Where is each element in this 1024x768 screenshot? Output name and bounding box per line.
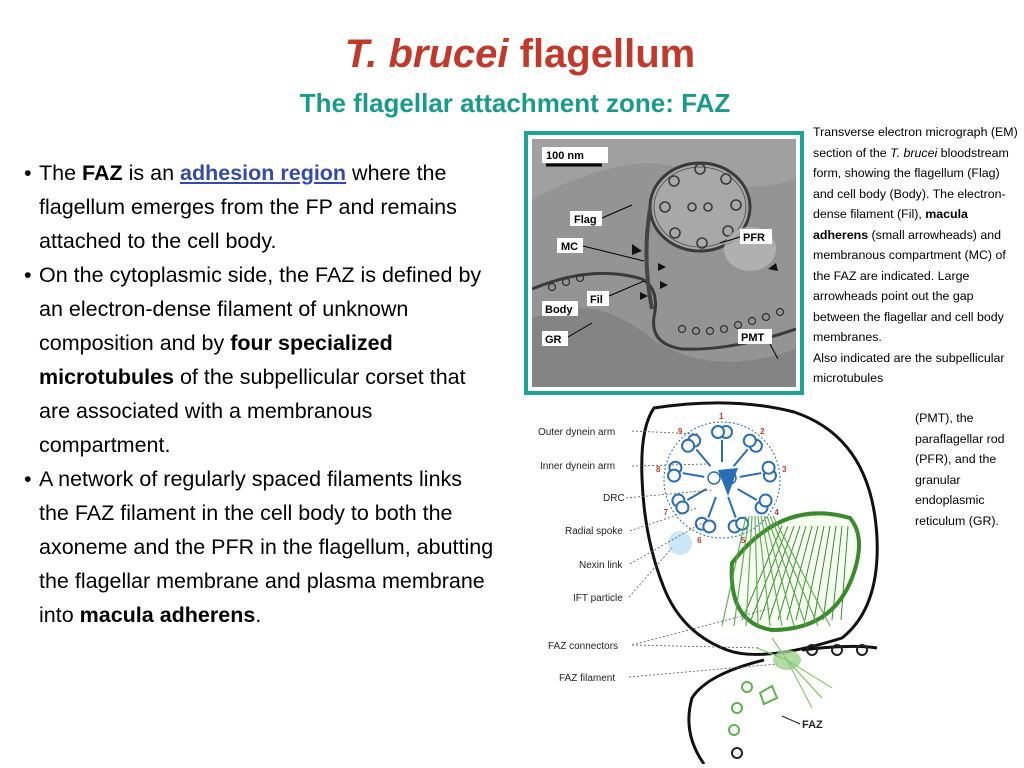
electron-micrograph: [524, 131, 804, 395]
adhesion-region-link[interactable]: adhesion region: [180, 161, 347, 185]
microtubule-doublet: [744, 435, 756, 447]
microtubule-doublet: [682, 440, 694, 452]
bullet-marker: •: [24, 161, 32, 185]
doublet-number: 6: [697, 536, 702, 546]
doublet-number: 9: [677, 426, 683, 436]
scale-bar-label: 100 nm: [546, 150, 584, 162]
microtubule-doublet: [760, 495, 772, 507]
em-label-body: Body: [545, 304, 573, 316]
microtubule-doublet: [736, 518, 748, 530]
microtubule-doublet: [712, 426, 724, 438]
micrograph-caption: [813, 122, 1018, 389]
bullet-item-faz-definition: • The FAZ is an adhesion region where the flagellum emerges from the FP and remains attached to the cell body.: [22, 156, 494, 258]
label-faz-connectors: FAZ connectors: [548, 641, 619, 652]
micrograph-image: [532, 139, 796, 387]
em-label-gr: GR: [545, 334, 562, 346]
bullet-list: [22, 156, 494, 632]
microtubule-doublet: [763, 462, 775, 474]
label-radial-spoke: Radial spoke: [565, 526, 623, 537]
em-label-pfr: PFR: [743, 232, 765, 244]
bullet-item-filament-network: • A network of regularly spaced filaments links the FAZ filament in the cell body to both the axoneme and the PFR in the flagellum, abutting the flagellar membrane and plasma membrane into macula adherens.: [22, 462, 494, 632]
caption-paragraph-continued: Also indicated are the subpellicular microtubules: [813, 350, 1005, 385]
caption-continued: (PMT), the paraflagellar rod (PFR), and the granular endoplasmic reticulum (GR).: [915, 411, 1005, 528]
flagellum-schematic: [532, 398, 880, 764]
caption-paragraph: Transverse electron micrograph (EM) section of the T. brucei bloodstream form, showing the flagellum (Flag) and cell body (Body). The electron-dense filament (Fil), macula adherens (small arrowheads) and membranous compartment (MC) of the FAZ are indicated. Large arrowheads point out the gap between the flagellar and cell body membranes.: [813, 125, 1018, 344]
label-faz: FAZ: [802, 719, 823, 731]
term-macula-adherens: macula adherens: [79, 603, 256, 627]
em-label-fil: Fil: [590, 294, 603, 306]
term-faz: FAZ: [82, 161, 123, 185]
label-nexin-link: Nexin link: [579, 560, 623, 571]
doublet-number: 5: [740, 536, 746, 546]
doublet-number: 8: [655, 464, 661, 474]
bullet-marker: •: [24, 467, 32, 491]
doublet-number: 3: [782, 464, 787, 474]
label-inner-dynein-arm: Inner dynein arm: [540, 461, 616, 472]
doublet-number: 4: [774, 508, 779, 517]
label-faz-filament: FAZ filament: [559, 673, 616, 684]
label-drc: DRC: [603, 493, 625, 504]
doublet-number: 7: [663, 508, 669, 517]
slide-subtitle: The flagellar attachment zone: FAZ: [299, 88, 731, 118]
em-label-mc: MC: [561, 241, 579, 253]
microtubule-doublet: [676, 501, 688, 513]
label-ift-particle: IFT particle: [573, 593, 623, 604]
em-label-flag: Flag: [574, 214, 597, 226]
em-label-pmt: PMT: [741, 332, 765, 344]
bullet-item-cytoplasmic-side: • On the cytoplasmic side, the FAZ is defined by an electron-dense filament of unknown composition and by four specialized microtubules of the subpellicular corset that are associated with a membranous compartment.: [22, 258, 494, 462]
microtubule-doublet: [668, 470, 680, 482]
doublet-number: 2: [760, 426, 765, 436]
slide-title: [0, 28, 1024, 80]
term-microtubules: four specialized microtubules: [39, 331, 393, 389]
title-species: T. brucei: [344, 32, 509, 76]
label-outer-dynein-arm: Outer dynein arm: [538, 427, 616, 438]
title-organelle: flagellum: [519, 32, 696, 76]
microtubule-doublet: [703, 520, 715, 532]
doublet-number: 1: [719, 412, 724, 421]
bullet-marker: •: [24, 263, 32, 287]
